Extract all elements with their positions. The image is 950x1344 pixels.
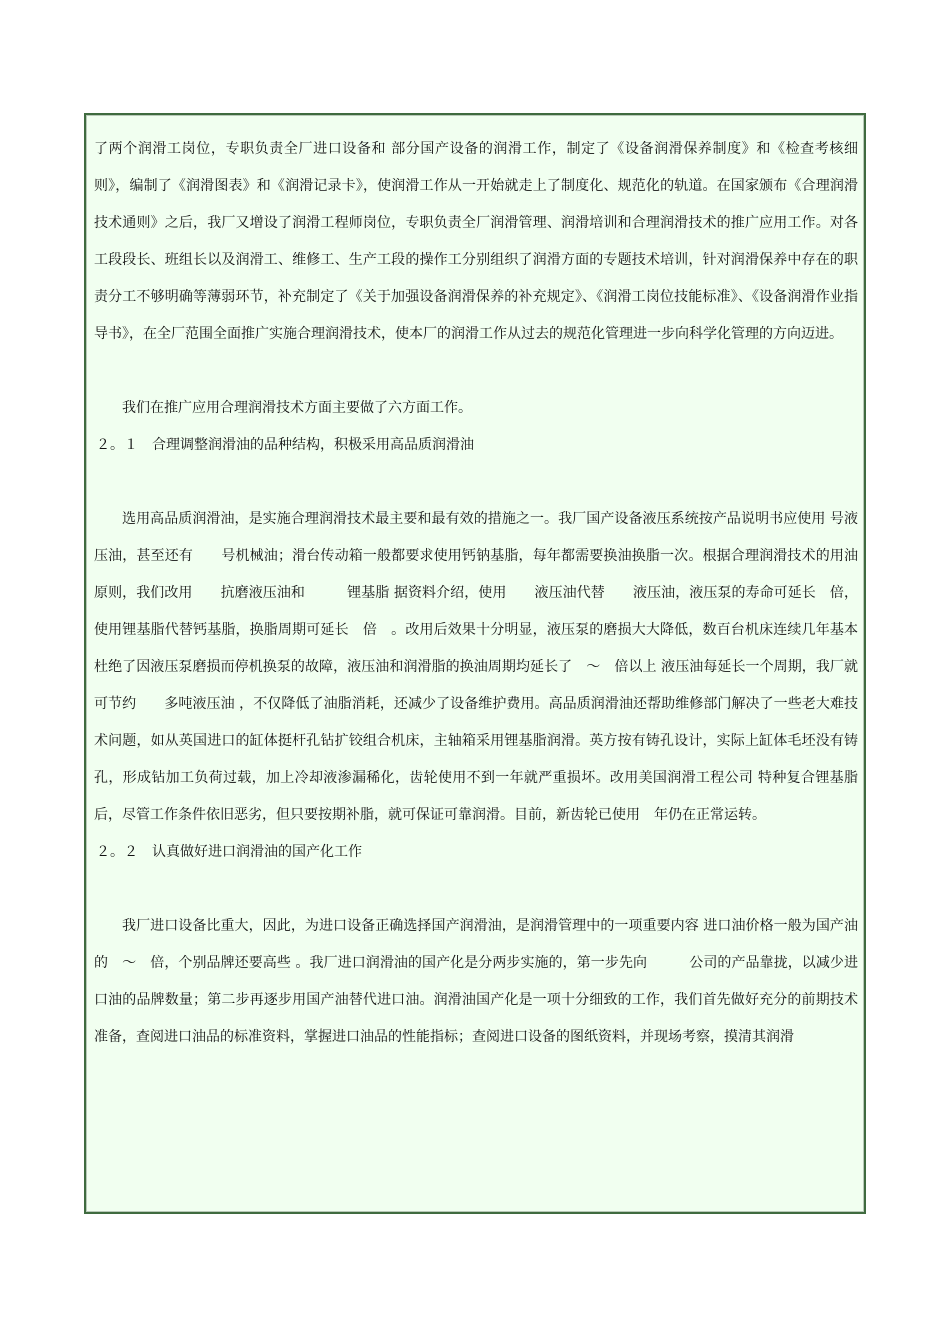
section-heading-2-1: ２。１ 合理调整润滑油的品种结构，积极采用高品质润滑油 xyxy=(96,437,474,453)
document-frame xyxy=(84,113,866,1214)
section-heading-2-2: ２。２ 认真做好进口润滑油的国产化工作 xyxy=(96,844,362,860)
document-body xyxy=(94,131,858,1056)
paragraph-high-quality-oil: 选用高品质润滑油，是实施合理润滑技术最主要和最有效的措施之一。我厂国产设备液压系统按产品说明书应使用 号液压油，甚至还有 号机械油；滑台传动箱一般都要求使用钙钠基脂，每年都需要换油换脂一次。根据合理润滑技术的用油原则，我们改用 抗磨液压油和 锂基脂 据资料介绍，使用 液压油代替 液压油，液压泵的寿命可延长 倍，使用锂基脂代替钙基脂，换脂周期可延长 倍 。改用后效果十分明显，液压泵的磨损大大降低，数百台机床连续几年基本杜绝了因液压泵磨损而停机换泵的故障，液压油和润滑脂的换油周期均延长了 ～ 倍以上 液压油每延长一个周期，我厂就可节约 多吨液压油 ，不仅降低了油脂消耗，还减少了设备维护费用。高品质润滑油还帮助维修部门解决了一些老大难技术问题，如从英国进口的缸体挺杆孔钻扩铰组合机床，主轴箱采用锂基脂润滑。英方按有铸孔设计，实际上缸体毛坯没有铸孔，形成钻加工负荷过载，加上冷却液渗漏稀化，齿轮使用不到一年就严重损坏。改用美国润滑工程公司 特种复合锂基脂后，尽管工作条件依旧恶劣，但只要按期补脂，就可保证可靠润滑。目前，新齿轮已使用 年仍在正常运转。 xyxy=(94,511,858,823)
paragraph-localization: 我厂进口设备比重大，因此，为进口设备正确选择国产润滑油，是润滑管理中的一项重要内容 进口油价格一般为国产油的 ～ 倍，个别品牌还要高些 。我厂进口润滑油的国产化是分两步实施的，第一步先向 公司的产品靠拢，以减少进口油的品牌数量；第二步再逐步用国产油替代进口油。润滑油国产化是一项十分细致的工作，我们首先做好充分的前期技术准备，查阅进口油品的标准资料，掌握进口油品的性能指标；查阅进口设备的图纸资料，并现场考察，摸清其润滑 xyxy=(94,918,858,1045)
paragraph-six-aspects: 我们在推广应用合理润滑技术方面主要做了六方面工作。 xyxy=(122,400,472,416)
paragraph-lubrication-posts: 了两个润滑工岗位，专职负责全厂进口设备和 部分国产设备的润滑工作，制定了《设备润滑保养制度》和《检查考核细则》，编制了《润滑图表》和《润滑记录卡》，使润滑工作从一开始就走上了制度化、规范化的轨道。在国家颁布《合理润滑技术通则》之后，我厂又增设了润滑工程师岗位，专职负责全厂润滑管理、润滑培训和合理润滑技术的推广应用工作。对各工段段长、班组长以及润滑工、维修工、生产工段的操作工分别组织了润滑方面的专题技术培训，针对润滑保养中存在的职责分工不够明确等薄弱环节，补充制定了《关于加强设备润滑保养的补充规定》、《润滑工岗位技能标准》、《设备润滑作业指导书》，在全厂范围全面推广实施合理润滑技术，使本厂的润滑工作从过去的规范化管理进一步向科学化管理的方向迈进。 xyxy=(94,141,858,342)
